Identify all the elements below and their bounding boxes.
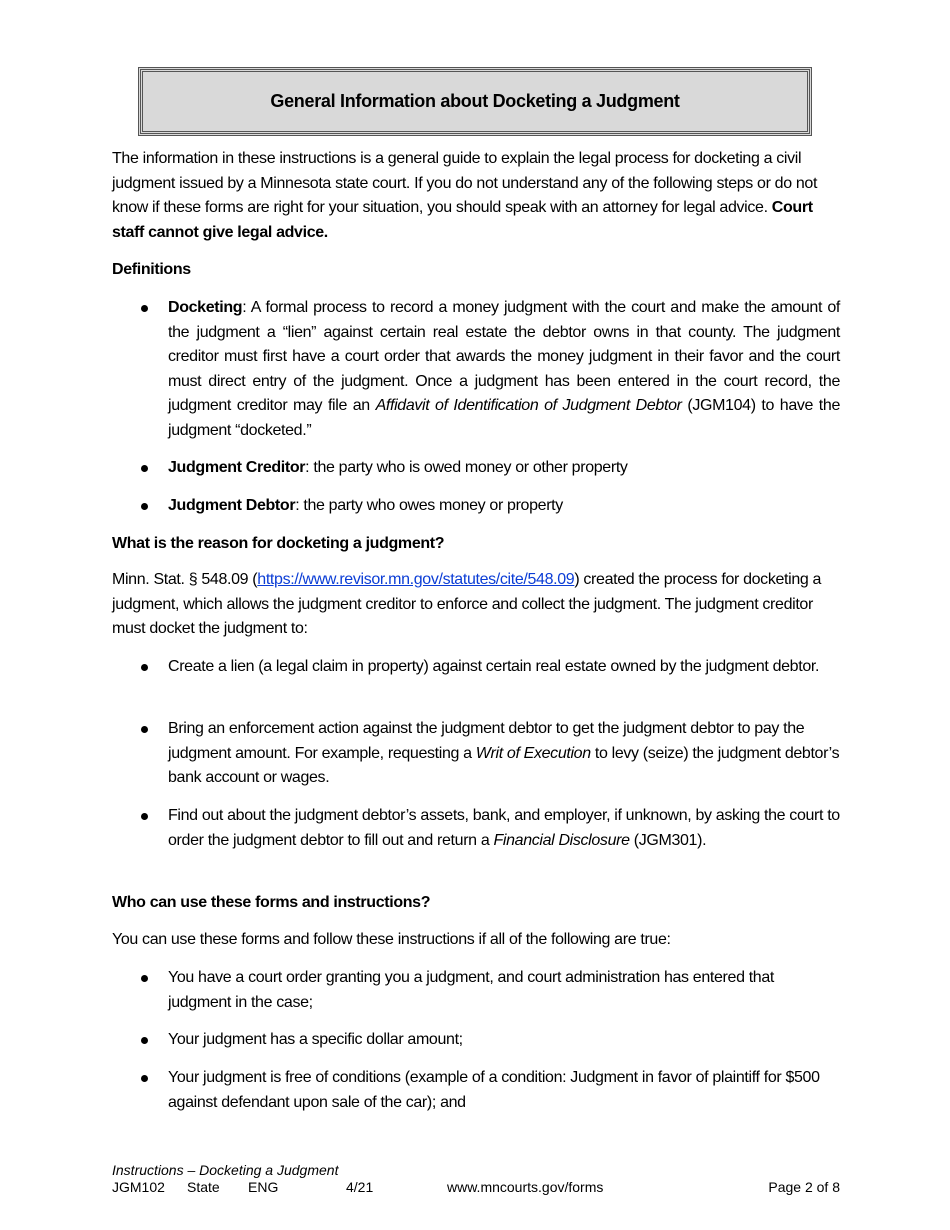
bullet-icon: [141, 813, 148, 820]
who-item-court-order: You have a court order granting you a judgment, and court administration has entered that judgment in the case;: [112, 966, 840, 1015]
bullet-icon: [141, 305, 148, 312]
who-item-dollar-amount: Your judgment has a specific dollar amount;: [112, 1028, 840, 1053]
page-footer: [112, 1162, 840, 1196]
intro-text: The information in these instructions is a general guide to explain the legal process for docketing a civil judgment issued by a Minnesota state court. If you do not understand any of the following steps or do not know if these forms are right for your situation, you should speak with an attorney for legal advice.: [112, 150, 818, 216]
bullet-icon: [141, 726, 148, 733]
definition-text: Judgment Creditor: the party who is owed money or other property: [168, 459, 628, 476]
definition-term: Judgment Creditor: [168, 459, 306, 476]
reason-item-lien: Create a lien (a legal claim in property) against certain real estate owned by the judgment debtor.: [112, 655, 840, 680]
bullet-icon: [141, 1037, 148, 1044]
statute-link[interactable]: https://www.revisor.mn.gov/statutes/cite/548.09: [257, 571, 575, 588]
definition-item-docketing: [112, 296, 840, 443]
definition-text: Judgment Debtor: the party who owes money or property: [168, 497, 563, 514]
reason-heading: What is the reason for docketing a judgment?: [112, 535, 445, 552]
footer-doc-title: Instructions – Docketing a Judgment: [112, 1162, 339, 1178]
footer-website: www.mncourts.gov/forms: [447, 1179, 604, 1195]
footer-jurisdiction: State: [187, 1179, 220, 1195]
who-heading: Who can use these forms and instructions?: [112, 894, 431, 911]
reason-paragraph: Minn. Stat. § 548.09 (https://www.revisor.mn.gov/statutes/cite/548.09) created the process for docketing a judgment, which allows the judgment creditor to enforce and collect the judgment. The judgment creditor must docket the judgment to:: [112, 571, 822, 637]
form-name: Affidavit of Identification of Judgment Debtor: [375, 397, 682, 414]
intro-paragraph: [112, 147, 840, 245]
page-title: General Information about Docketing a Judgment: [270, 91, 680, 111]
bullet-icon: [141, 465, 148, 472]
intro-warning: Court staff cannot give legal advice.: [112, 199, 813, 241]
bullet-icon: [141, 1075, 148, 1082]
who-paragraph: You can use these forms and follow these instructions if all of the following are true:: [112, 931, 671, 948]
footer-language: ENG: [248, 1179, 279, 1195]
definition-term: Judgment Debtor: [168, 497, 296, 514]
footer-form-id: JGM102: [112, 1179, 165, 1195]
bullet-icon: [141, 664, 148, 671]
footer-revision: 4/21: [346, 1179, 374, 1195]
definition-term: Docketing: [168, 299, 243, 316]
form-name: Writ of Execution: [475, 744, 591, 762]
definition-item-judgment-debtor: [112, 494, 840, 519]
definition-text: Docketing: A formal process to record a money judgment with the court and make the amount of the judgment a “lien” against certain real estate the debtor owns in that county. The judgment creditor must first have a court order that awards the money judgment in their favor and the court must direct entry of the judgment. Once a judgment has been entered in the court record, the judgment creditor may file an Affidavit of Identification of Judgment Debtor (JGM104) to have the judgment “docketed.”: [168, 299, 840, 439]
definition-item-judgment-creditor: [112, 456, 840, 481]
definitions-heading: Definitions: [112, 261, 191, 278]
who-item-no-conditions: Your judgment is free of conditions (example of a condition: Judgment in favor of plaintiff for $500 against defendant upon sale of the car); and: [112, 1066, 840, 1115]
bullet-icon: [141, 503, 148, 510]
form-name: Financial Disclosure: [493, 831, 630, 849]
bullet-icon: [141, 975, 148, 982]
reason-item-enforcement: Bring an enforcement action against the judgment debtor to get the judgment debtor to pay the judgment amount. For example, requesting a Writ of Execution to levy (seize) the judgment debtor’s bank account or wages.: [112, 717, 840, 791]
footer-page-number: Page 2 of 8: [768, 1179, 840, 1195]
reason-item-disclosure: Find out about the judgment debtor’s assets, bank, and employer, if unknown, by asking the court to order the judgment debtor to fill out and return a Financial Disclosure (JGM301).: [112, 804, 840, 853]
title-box: [138, 67, 812, 136]
